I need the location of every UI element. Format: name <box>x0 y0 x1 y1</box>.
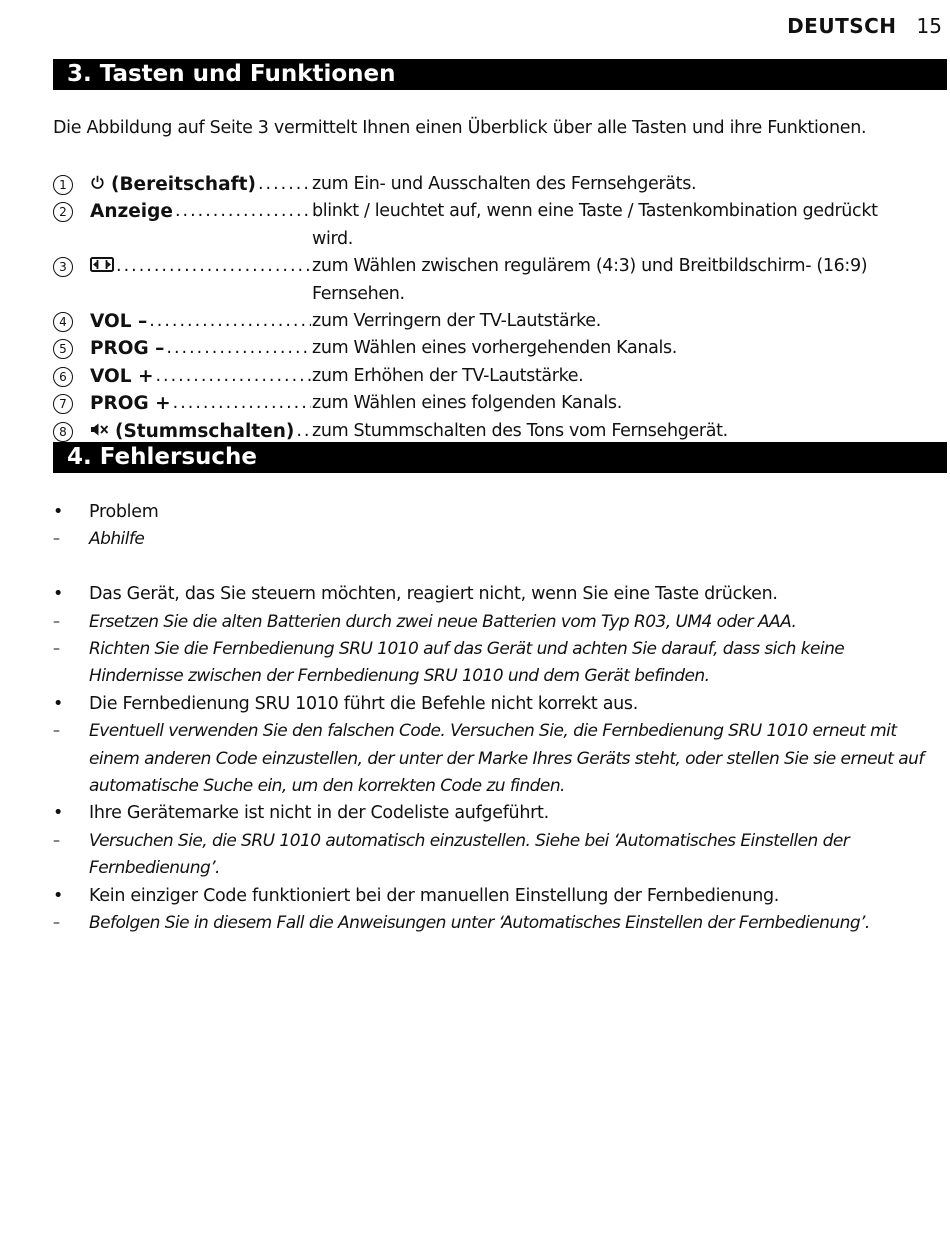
section-title-troubleshooting: 4. Fehlersuche <box>53 442 947 473</box>
problem-text: Problem <box>89 502 159 522</box>
key-label: VOL – <box>90 311 148 333</box>
function-row <box>53 418 913 445</box>
key-description: zum Erhöhen der TV-Lautstärke. <box>312 365 584 386</box>
key-label-group <box>90 390 171 417</box>
key-name <box>90 198 311 225</box>
solution-item <box>53 828 933 883</box>
key-name <box>90 308 311 335</box>
dash-marker: – <box>53 723 60 740</box>
problem-text: Die Fernbedienung SRU 1010 führt die Befehle nicht korrekt aus. <box>89 693 638 714</box>
bullet-marker: • <box>53 803 64 824</box>
section-title-buttons-functions: 3. Tasten und Funktionen <box>53 59 947 90</box>
solution-text: Versuchen Sie, die SRU 1010 automatisch einzustellen. Siehe bei ‘Automatisches Einstellen der Fernbedienung’. <box>89 830 850 879</box>
solution-item <box>53 910 933 937</box>
key-label-group <box>90 363 153 390</box>
solution-text: Ersetzen Sie die alten Batterien durch zwei neue Batterien vom Typ R03, UM4 oder AAA. <box>89 611 797 632</box>
troubleshooting-list <box>53 499 933 937</box>
key-name <box>90 253 311 280</box>
bullet-marker: • <box>53 885 64 906</box>
key-description: zum Ein- und Ausschalten des Fernsehgeräts. <box>312 174 697 194</box>
problem-text: Kein einziger Code funktioniert bei der manuellen Einstellung der Fernbedienung. <box>89 885 780 906</box>
widescreen-format-icon <box>90 253 114 280</box>
dot-leader <box>171 390 311 417</box>
standby-power-icon <box>90 171 105 198</box>
mute-speaker-icon <box>90 418 109 445</box>
dash-marker: – <box>53 641 60 658</box>
function-row <box>53 335 913 362</box>
key-label-group <box>90 308 147 335</box>
solution-text: Richten Sie die Fernbedienung SRU 1010 auf das Gerät und achten Sie darauf, dass sich keine Hindernisse zwischen der Fernbedienung SRU 1010 und dem Gerät befinden. <box>89 639 845 687</box>
solution-text: Eventuell verwenden Sie den falschen Code. Versuchen Sie, die Fernbedienung SRU 1010 erneut mit einem anderen Code einzustellen, der unter der Marke Ihres Geräts steht, oder stellen Sie sie erneut auf automatische Suche ein, um den korrekten Code zu finden. <box>89 721 924 797</box>
key-name <box>90 363 311 390</box>
item-number-circle: 2 <box>53 202 73 222</box>
language-label: DEUTSCH <box>787 14 897 38</box>
solution-text: Abhilfe <box>89 529 145 550</box>
problem-item <box>53 499 933 526</box>
key-name <box>90 335 311 362</box>
key-label-group <box>90 335 164 362</box>
dash-marker: – <box>53 915 60 932</box>
key-name <box>90 390 311 417</box>
problem-text: Das Gerät, das Sie steuern möchten, reagiert nicht, wenn Sie eine Taste drücken. <box>89 584 778 605</box>
function-row <box>53 171 913 198</box>
key-label: PROG – <box>90 338 165 360</box>
key-label: PROG + <box>90 393 171 415</box>
key-label: (Bereitschaft) <box>111 174 256 195</box>
spacer <box>53 554 933 581</box>
page-number: 15 <box>916 14 942 38</box>
key-description: zum Verringern der TV-Lautstärke. <box>312 311 601 332</box>
key-description: zum Stummschalten des Tons vom Fernsehgerät. <box>312 420 728 441</box>
section-intro: Die Abbildung auf Seite 3 vermittelt Ihnen einen Überblick über alle Tasten und ihre Funktionen. <box>53 118 867 138</box>
problem-item <box>53 691 933 718</box>
solution-item <box>53 718 933 800</box>
solution-item <box>53 526 933 553</box>
key-label-group <box>90 171 256 198</box>
item-number-circle: 4 <box>53 312 73 332</box>
key-label-group <box>90 253 114 280</box>
dash-marker: – <box>53 613 60 630</box>
key-description: zum Wählen eines vorhergehenden Kanals. <box>312 338 677 359</box>
key-label: VOL + <box>90 365 154 387</box>
dash-marker: – <box>53 832 60 849</box>
key-label-group <box>90 418 294 445</box>
key-label-group <box>90 198 173 225</box>
dot-leader <box>173 198 311 225</box>
page-header <box>787 14 942 38</box>
solution-item <box>53 636 933 691</box>
dot-leader <box>114 253 311 280</box>
solution-text: Befolgen Sie in diesem Fall die Anweisungen unter ‘Automatisches Einstellen der Fernbedienung’. <box>89 913 870 934</box>
dot-leader <box>256 171 311 198</box>
function-row <box>53 363 913 390</box>
key-description: blinkt / leuchtet auf, wenn eine Taste / Tastenkombination gedrückt wird. <box>312 201 878 249</box>
key-name <box>90 171 311 198</box>
item-number-circle: 1 <box>53 175 73 195</box>
dot-leader <box>164 335 311 362</box>
problem-item <box>53 800 933 827</box>
bullet-marker: • <box>53 693 64 714</box>
key-description: zum Wählen zwischen regulärem (4:3) und Breitbildschirm- (16:9) Fernsehen. <box>312 256 868 304</box>
key-description: zum Wählen eines folgenden Kanals. <box>312 393 622 414</box>
problem-text: Ihre Gerätemarke ist nicht in der Codeliste aufgeführt. <box>89 803 549 824</box>
problem-item <box>53 581 933 608</box>
solution-item <box>53 609 933 636</box>
problem-item <box>53 883 933 910</box>
item-number-circle: 7 <box>53 394 73 414</box>
function-row <box>53 253 913 308</box>
item-number-circle: 3 <box>53 257 73 277</box>
function-row <box>53 308 913 335</box>
key-label: (Stummschalten) <box>115 420 295 442</box>
bullet-marker: • <box>53 584 64 605</box>
dash-marker: – <box>53 531 60 548</box>
dot-leader <box>294 418 311 445</box>
item-number-circle: 8 <box>53 422 73 442</box>
key-name <box>90 418 311 445</box>
dot-leader <box>153 363 311 390</box>
function-list <box>53 171 913 445</box>
dot-leader <box>147 308 311 335</box>
key-label: Anzeige <box>90 201 173 223</box>
item-number-circle: 6 <box>53 367 73 387</box>
bullet-marker: • <box>53 502 64 522</box>
function-row <box>53 198 913 253</box>
item-number-circle: 5 <box>53 339 73 359</box>
function-row <box>53 390 913 417</box>
